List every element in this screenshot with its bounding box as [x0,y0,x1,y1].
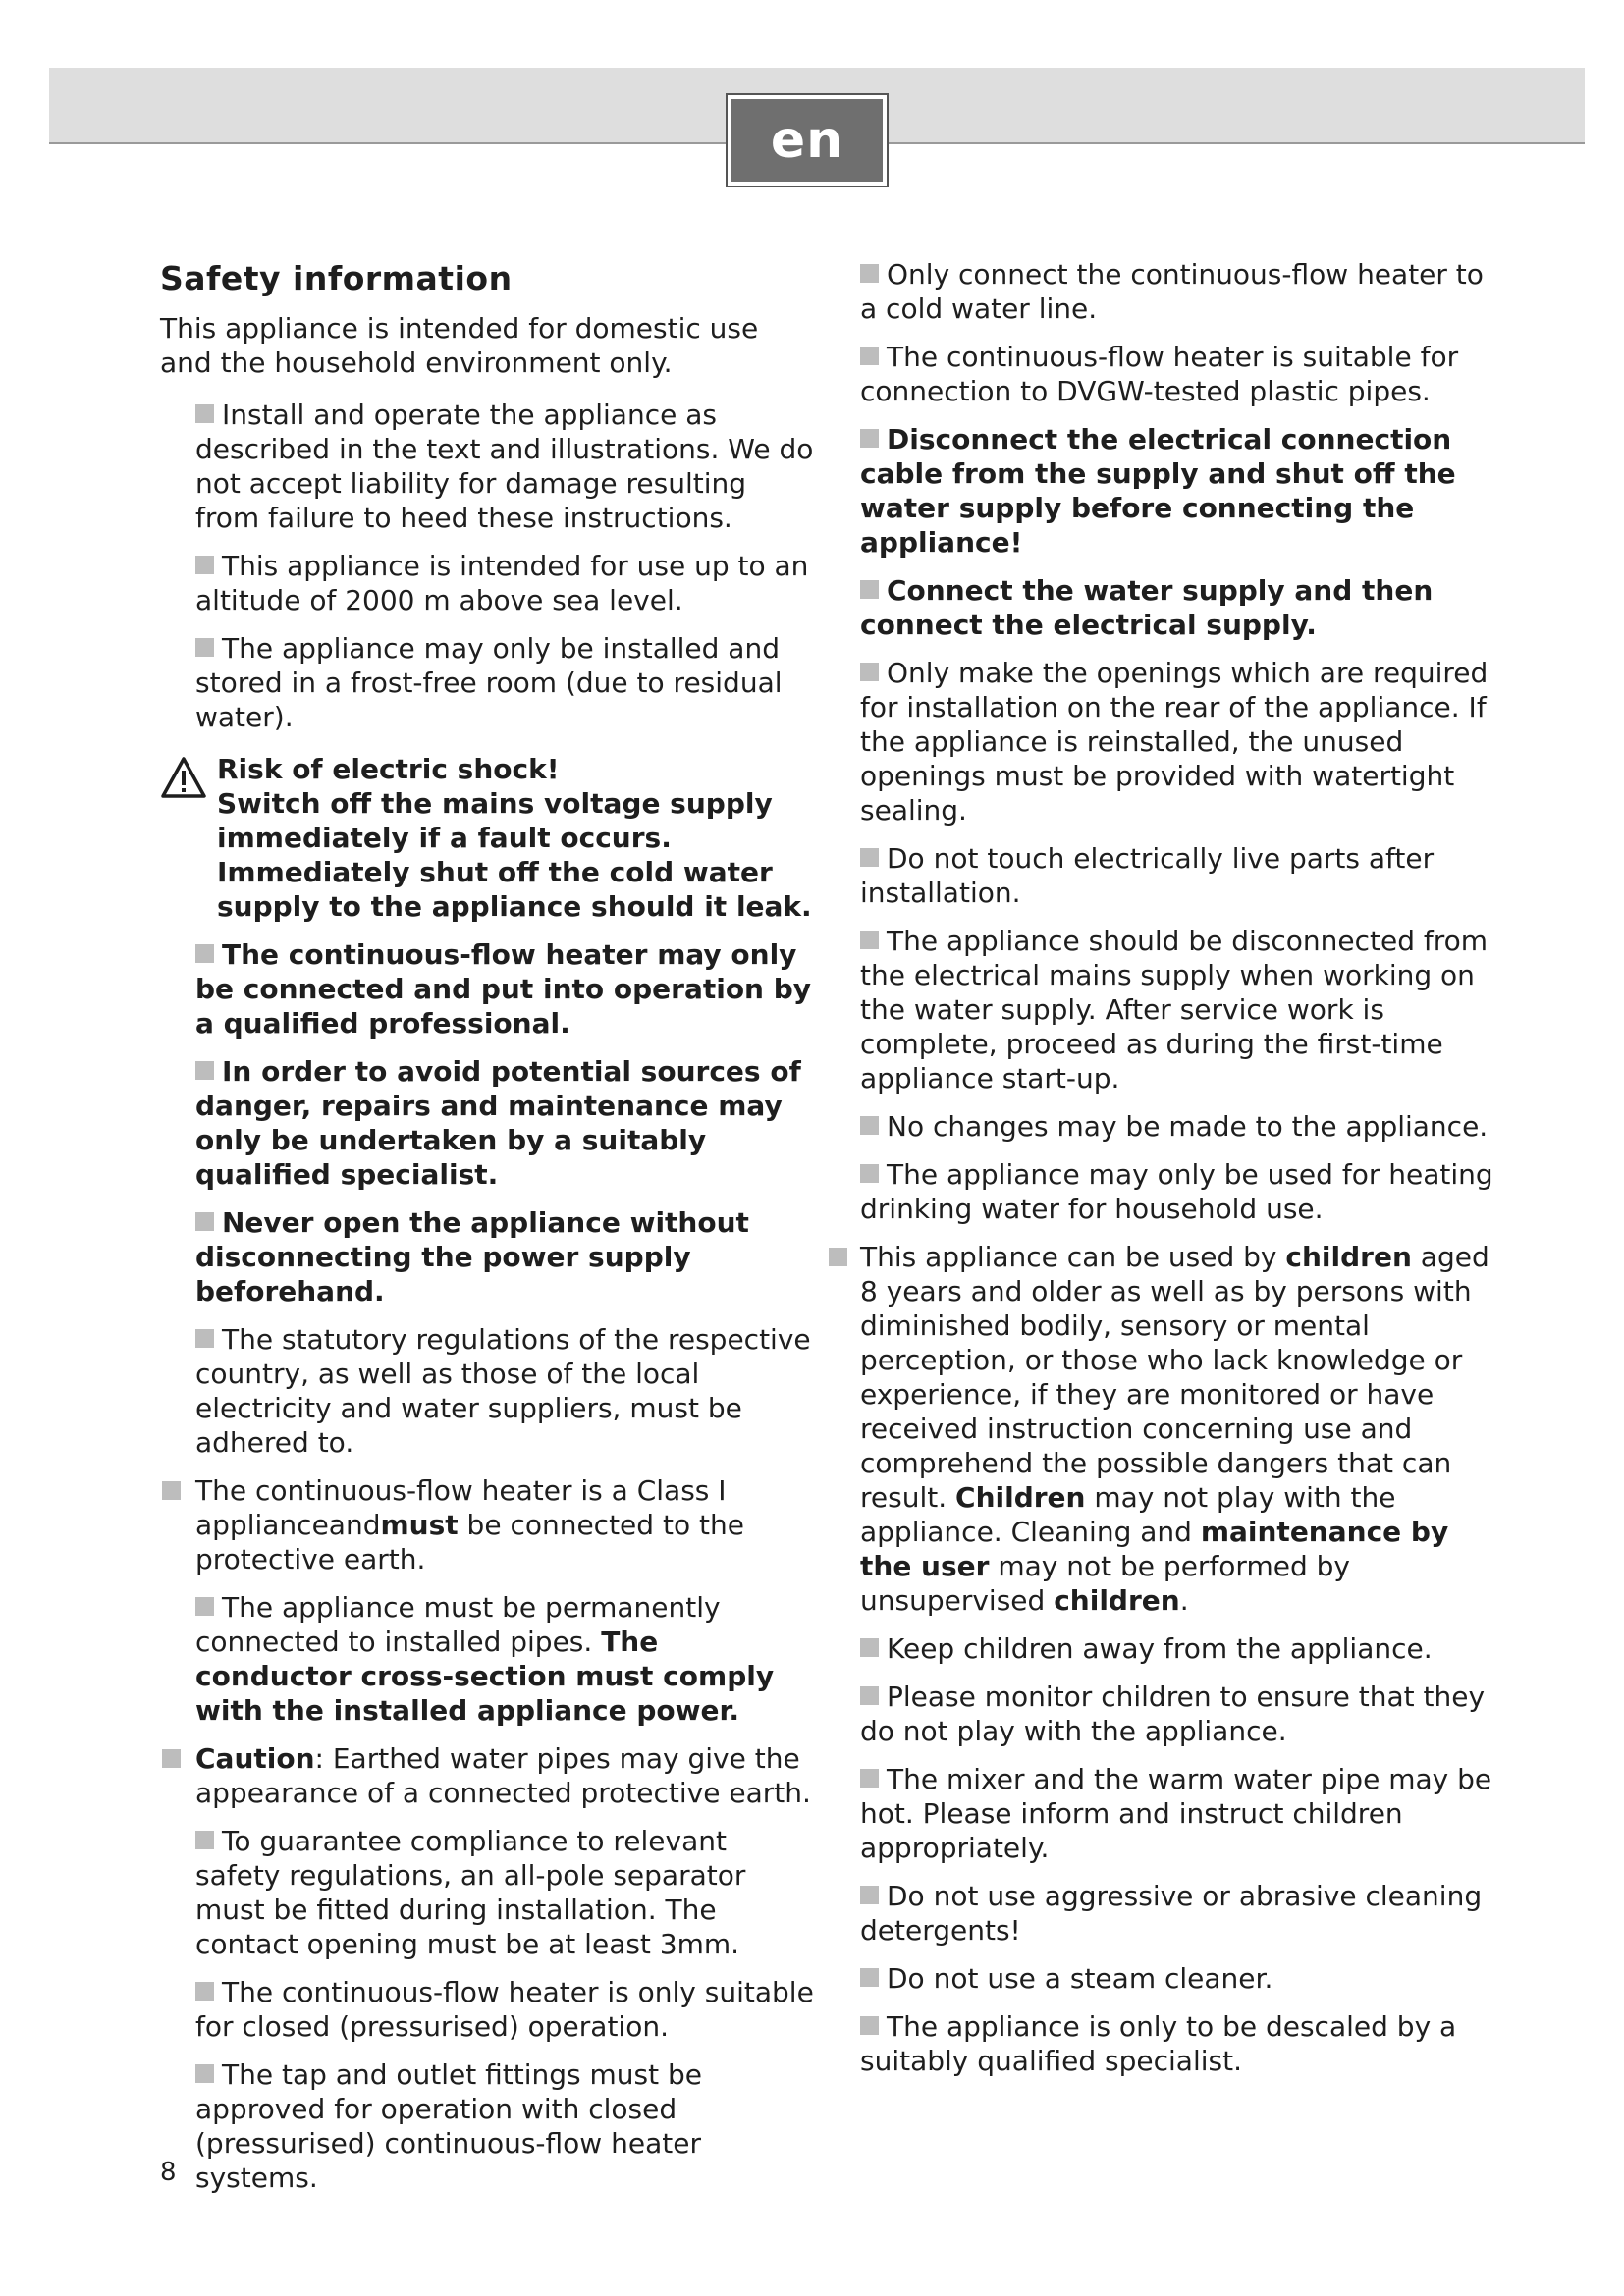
bullet-square-icon [195,1329,214,1348]
bullet-square-icon [195,1831,214,1849]
bullet-square-icon [195,1597,214,1616]
list-item: Only connect the continuous-flow heater to a cold water line. [860,258,1484,325]
list-item: Install and operate the appliance as described in the text and illustrations. We do not accept liability for damage resulting from failure to heed these instructions. [195,399,814,534]
warning-line: Switch off the mains voltage supply immediately if a fault occurs. [217,787,773,854]
bullet-square-icon [195,2064,214,2083]
list-item: The continuous-flow heater may only be connected and put into operation by a qualified professional. [195,938,812,1040]
bullet-square-icon [860,663,879,681]
warning-line: Immediately shut off the cold water supply to the appliance should it leak. [217,856,812,923]
bullet-square-icon [860,1769,879,1788]
list-item: The continuous-flow heater is suitable for connection to DVGW-tested plastic pipes. [860,341,1459,407]
language-badge [726,93,889,187]
list-item: To guarantee compliance to relevant safety regulations, an all-pole separator must be fitted during installation. The contact opening must be at least 3mm. [195,1825,746,1960]
list-item: Do not use aggressive or abrasive cleaning detergents! [860,1880,1483,1947]
bullet-square-icon [860,848,879,867]
list-item: Disconnect the electrical connection cable from the supply and shut off the water supply before connecting the appliance! [860,423,1456,559]
list-item: This appliance is intended for use up to an altitude of 2000 m above sea level. [195,550,809,616]
list-item: The appliance should be disconnected from the electrical mains supply when working on the water supply. After service work is complete, proceed as during the first-time appliance start-up. [860,925,1489,1095]
bullet-square-icon [195,1061,214,1080]
bullet-square-icon [860,1686,879,1705]
bullet-square-icon [860,931,879,949]
list-item: Never open the appliance without disconnecting the power supply beforehand. [195,1206,749,1308]
list-item: The statutory regulations of the respective country, as well as those of the local electricity and water suppliers, must be adhered to. [195,1323,811,1459]
bullet-square-icon [860,1638,879,1657]
intro-text: This appliance is intended for domestic use and the household environment only. [160,312,759,379]
page-number: 8 [160,2158,177,2187]
right-column [860,257,1498,2092]
bullet-square-icon [860,1164,879,1183]
list-item: Do not use a steam cleaner. [860,1961,1498,1996]
bullet-square-icon [195,944,214,963]
bullet-square-icon [195,404,214,423]
list-item: In order to avoid potential sources of danger, repairs and maintenance may only be undertaken by a suitably qualified specialist. [195,1055,801,1191]
list-item: The tap and outlet fittings must be approved for operation with closed (pressurised) continuous-flow heater systems. [195,2058,702,2194]
electric-shock-warning [160,752,818,924]
list-item: No changes may be made to the appliance. [860,1109,1498,1144]
children-paragraph: This appliance can be used by children aged 8 years and older as well as by persons with diminished bodily, sensory or mental perception, or those who lack knowledge or experience, if they are monitored or have received instruction concerning use and comprehend the possible dangers that can result. Children may not play with the appliance. Cleaning and maintenance by the user may not be performed by unsupervised children. [860,1240,1498,1618]
bullet-square-icon [195,1982,214,2001]
bullet-square-icon [860,347,879,365]
list-item: Connect the water supply and then connect the electrical supply. [860,574,1434,641]
bullet-square-icon [829,1248,847,1266]
bullet-square-icon [860,1968,879,1987]
language-label: en [731,99,883,182]
bullet-square-icon [860,1886,879,1904]
bullet-square-icon [195,556,214,574]
bullet-square-icon [162,1749,181,1768]
bullet-square-icon [162,1481,181,1500]
list-item: Only make the openings which are required for installation on the rear of the appliance. If the appliance is reinstalled, the unused openings must be provided with watertight sealing. [860,657,1489,827]
warning-title: Risk of electric shock! [217,753,560,785]
bullet-square-icon [860,429,879,448]
bullet-square-icon [195,638,214,657]
left-column [160,257,818,2209]
list-item: The appliance is only to be descaled by a suitably qualified specialist. [860,2010,1457,2077]
bullet-square-icon [195,1212,214,1231]
list-item: The appliance may only be used for heating drinking water for household use. [860,1158,1493,1225]
list-item: Please monitor children to ensure that they do not play with the appliance. [860,1681,1486,1747]
bullet-square-icon [860,1116,879,1135]
list-item: The appliance must be permanently connected to installed pipes. The conductor cross-section must comply with the installed appliance power. [195,1591,775,1727]
list-item: Caution: Earthed water pipes may give the appearance of a connected protective earth. [160,1741,818,1810]
warning-triangle-icon [160,756,207,799]
list-item: The continuous-flow heater is only suitable for closed (pressurised) operation. [195,1976,814,2043]
section-title: Safety information [160,259,513,297]
bullet-square-icon [860,580,879,599]
bullet-square-icon [860,264,879,283]
list-item: Keep children away from the appliance. [860,1631,1498,1666]
list-item: The appliance may only be installed and stored in a frost-free room (due to residual water). [195,632,783,733]
bullet-square-icon [860,2016,879,2035]
list-item: The mixer and the warm water pipe may be hot. Please inform and instruct children appropriately. [860,1763,1492,1864]
list-item: The continuous-flow heater is a Class I applianceandmust be connected to the protective earth. [160,1473,818,1576]
list-item: Do not touch electrically live parts after installation. [860,842,1435,909]
